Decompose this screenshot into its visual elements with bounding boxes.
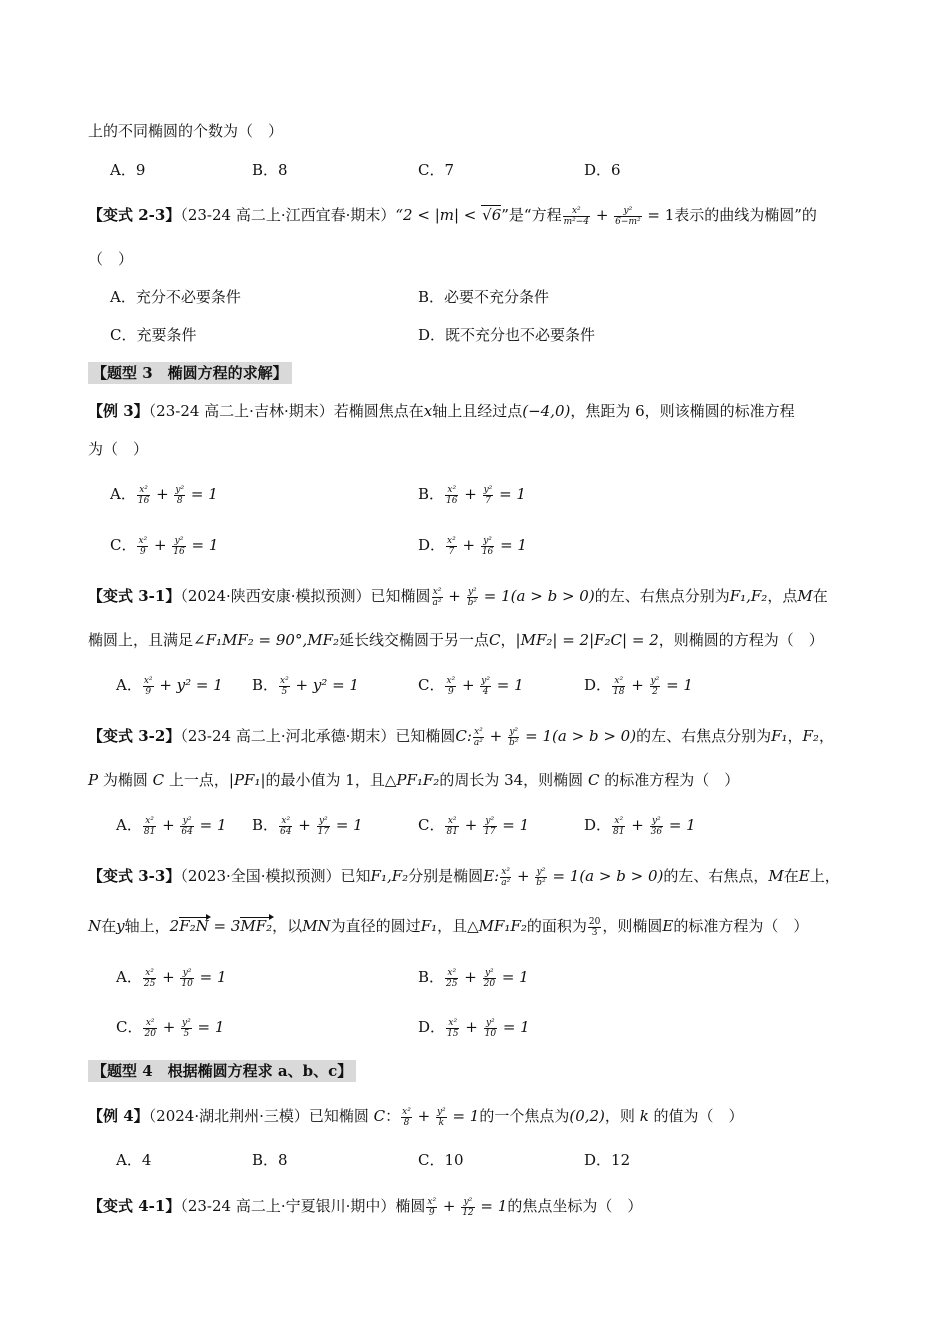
document-page: [88, 0, 878, 1344]
plus-sign: +: [595, 206, 609, 224]
vector-mf2: MF₂: [240, 917, 273, 935]
option-c: C． $\frac{\text{x²}}{81}$ + $\frac{\text{y²}}{17}$ = 1: [418, 815, 530, 837]
section-header: 【题型 4 根据椭圆方程求 a、b、c】: [88, 1060, 356, 1082]
question-label: 【变式 3-1】: [88, 587, 181, 605]
option-d: D． $\frac{\text{x²}}{7}$ + $\frac{\text{y²}}{16}$ = 1: [418, 535, 527, 557]
option-c: C．7: [418, 161, 455, 179]
question-v3-3: 【变式 3-3】（2023·全国·模拟预测）已知F₁,F₂分别是椭圆E: $\frac{\text{x²}}{\text{a²}}$ + $\frac{\text{y²}}{\text{b²}}$ = 1(a > b > 0)的左、右焦点，M在E上，: [88, 866, 840, 888]
question-continuation: （ ）: [88, 250, 134, 268]
math-var: x: [423, 402, 433, 420]
question-text: （23-24 高二上·吉林·期末）若椭圆焦点在: [148, 402, 424, 420]
question-v3-2-line2: P 为椭圆 C 上一点，|PF₁|的最小值为 1，且△PF₁F₂的周长为 34，则椭圆 C 的标准方程为（ ）: [88, 771, 740, 789]
question-label: 【变式 4-1】: [88, 1197, 181, 1215]
question-text: = 1表示的曲线为椭圆”的: [647, 206, 817, 224]
option-d: D．6: [584, 161, 621, 179]
option-a: A．4: [116, 1151, 152, 1169]
option-d: D．12: [584, 1151, 631, 1169]
option-d: D． $\frac{\text{x²}}{15}$ + $\frac{\text{y²}}{10}$ = 1: [418, 1017, 530, 1039]
fraction: $\frac{\text{x²}}{\text{m²−4}}$: [563, 205, 590, 227]
option-b: B．必要不充分条件: [418, 288, 550, 306]
option-b: B． $\frac{\text{x²}}{25}$ + $\frac{\text{y²}}{20}$ = 1: [418, 967, 529, 989]
option-c: C． $\frac{\text{x²}}{20}$ + $\frac{\text{y²}}{5}$ = 1: [116, 1017, 225, 1039]
question-v3-1: 【变式 3-1】（2024·陕西安康·模拟预测）已知椭圆 $\frac{\text{x²}}{\text{a²}}$ + $\frac{\text{y²}}{\text{b²}}$ = 1(a > b > 0)的左、右焦点分别为F₁,F₂，点M在: [88, 586, 828, 608]
question-ex3: [88, 400, 795, 422]
question-v3-1-line2: 椭圆上，且满足∠F₁MF₂ = 90°,MF₂延长线交椭圆于另一点C，|MF₂| = 2|F₂C| = 2，则椭圆的方程为（ ）: [88, 631, 824, 649]
question-label: 【例 4】: [88, 1107, 149, 1125]
question-label: 【变式 3-3】: [88, 867, 181, 885]
option-b: B． $\frac{\text{x²}}{16}$ + $\frac{\text{y²}}{7}$ = 1: [418, 484, 526, 506]
math-text: “2 < |m| <: [395, 206, 482, 224]
question-source: （23-24 高二上·江西宜春·期末）: [180, 206, 396, 224]
math-point: (−4,0): [522, 402, 571, 420]
question-continuation: 上的不同椭圆的个数为（ ）: [88, 122, 284, 140]
section-header: 【题型 3 椭圆方程的求解】: [88, 362, 292, 384]
question-continuation: 为（ ）: [88, 440, 149, 458]
option-a: A．9: [110, 161, 146, 179]
question-v3-3-line2: N在y轴上，2F₂N = 3MF₂，以MN为直径的圆过F₁，且△MF₁F₂的面积为 $\frac{20}{3}$ ，则椭圆E的标准方程为（ ）: [88, 916, 809, 938]
option-d: D． $\frac{\text{x²}}{81}$ + $\frac{\text{y²}}{36}$ = 1: [584, 815, 696, 837]
option-c: C．10: [418, 1151, 464, 1169]
question-label: 【变式 3-2】: [88, 727, 181, 745]
question-v2-3: [88, 204, 817, 227]
question-v4-1: 【变式 4-1】（23-24 高二上·宁夏银川·期中）椭圆 $\frac{\text{x²}}{9}$ + $\frac{\text{y²}}{12}$ = 1的焦点坐标为（ ）: [88, 1196, 643, 1218]
option-b: B．8: [252, 1151, 288, 1169]
option-a: A． $\frac{\text{x²}}{25}$ + $\frac{\text{y²}}{10}$ = 1: [116, 967, 227, 989]
option-a: A．充分不必要条件: [110, 288, 241, 306]
option-c: C． $\frac{\text{x²}}{9}$ + $\frac{\text{y²}}{16}$ = 1: [110, 535, 219, 557]
option-d: D．既不充分也不必要条件: [418, 326, 596, 344]
option-c: C． $\frac{\text{x²}}{9}$ + $\frac{\text{y²}}{4}$ = 1: [418, 675, 524, 697]
option-a: A． $\frac{\text{x²}}{81}$ + $\frac{\text{y²}}{64}$ = 1: [116, 815, 227, 837]
option-a: A． $\frac{\text{x²}}{9}$ + y² = 1: [116, 675, 223, 697]
question-text: ，焦距为 6，则该椭圆的标准方程: [570, 402, 795, 420]
option-d: D． $\frac{\text{x²}}{18}$ + $\frac{\text{y²}}{2}$ = 1: [584, 675, 693, 697]
question-label: 【变式 2-3】: [88, 206, 181, 224]
question-label: 【例 3】: [88, 402, 149, 420]
question-text: 轴上且经过点: [432, 402, 523, 420]
fraction: $\frac{\text{y²}}{\text{6−m²}}$: [615, 205, 641, 227]
vector-f2n: F₂N: [179, 917, 209, 935]
sqrt-six: √6: [482, 206, 502, 224]
option-b: B． $\frac{\text{x²}}{64}$ + $\frac{\text{y²}}{17}$ = 1: [252, 815, 363, 837]
option-c: C．充要条件: [110, 326, 197, 344]
option-b: B． $\frac{\text{x²}}{5}$ + y² = 1: [252, 675, 359, 697]
question-ex4: 【例 4】（2024·湖北荆州·三模）已知椭圆 C： $\frac{\text{x²}}{8}$ + $\frac{\text{y²}}{k}$ = 1的一个焦点为(0,2)，则 k 的值为（ ）: [88, 1106, 744, 1128]
option-b: B．8: [252, 161, 288, 179]
question-text: ”是“方程: [501, 206, 562, 224]
option-a: A． $\frac{\text{x²}}{16}$ + $\frac{\text{y²}}{8}$ = 1: [110, 484, 218, 506]
question-v3-2: 【变式 3-2】（23-24 高二上·河北承德·期末）已知椭圆C: $\frac{\text{x²}}{\text{a²}}$ + $\frac{\text{y²}}{\text{b²}}$ = 1(a > b > 0)的左、右焦点分别为F₁，F₂，: [88, 726, 834, 748]
